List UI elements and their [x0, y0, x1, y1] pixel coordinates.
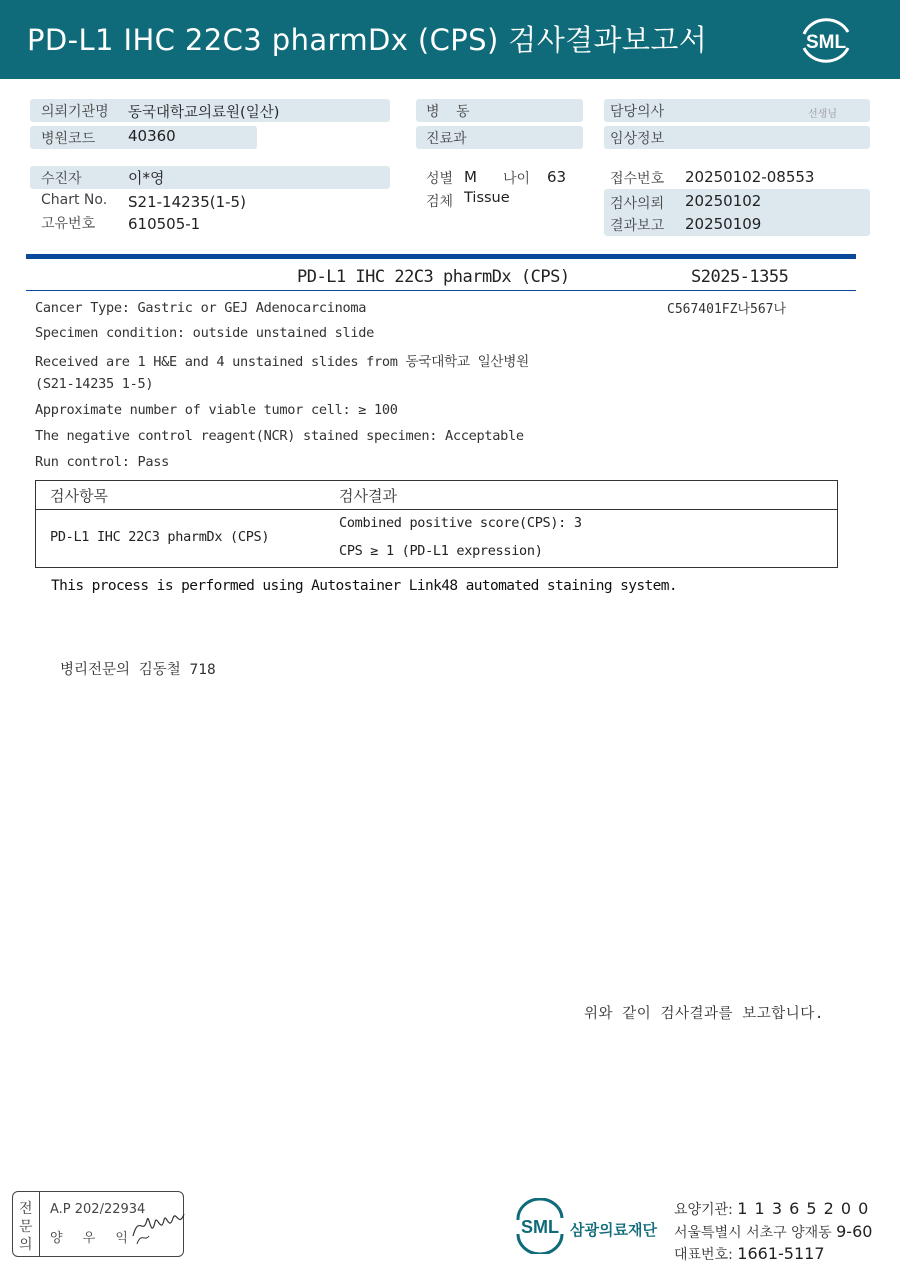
hospital-code-value: 40360	[128, 127, 176, 145]
institution-label: 의뢰기관명	[41, 104, 109, 120]
chart-label: Chart No.	[41, 192, 108, 208]
phone-value: 1661-5117	[737, 1244, 825, 1263]
stamp-name: 양 우 익	[50, 1231, 136, 1246]
col-header-item: 검사항목	[50, 487, 108, 505]
stamp-side-char-2: 문	[19, 1219, 33, 1235]
clinical-info-label: 임상정보	[610, 131, 665, 147]
address-text: 서울특별시 서초구 양재동	[674, 1225, 832, 1241]
institution-code-value: 1 1 3 6 5 2 0 0	[737, 1199, 870, 1218]
result-cps-interpretation: CPS ≥ 1 (PD-L1 expression)	[339, 543, 543, 559]
unique-value: 610505-1	[128, 215, 201, 233]
report-line-cancer-type: Cancer Type: Gastric or GEJ Adenocarcinoma	[35, 300, 367, 316]
handwritten-signature-icon	[129, 1206, 187, 1246]
doctor-label: 담당의사	[610, 104, 665, 120]
request-label: 검사의뢰	[610, 196, 665, 212]
receipt-value: 20250102-08553	[685, 168, 815, 186]
institution-value: 동국대학교의료원(일산)	[128, 105, 280, 121]
pathologist-signature: 병리전문의 김동철 718	[60, 662, 216, 678]
address-number: 9-60	[836, 1222, 873, 1241]
sml-logo-text: SML	[805, 32, 847, 53]
report-divider-thin	[26, 290, 856, 291]
result-cps-score: Combined positive score(CPS): 3	[339, 515, 582, 531]
report-title: PD-L1 IHC 22C3 pharmDx (CPS)	[297, 267, 570, 287]
unique-label: 고유번호	[41, 216, 96, 232]
result-table	[35, 480, 838, 568]
report-divider-thick	[26, 254, 856, 259]
stamp-side-char-1: 전	[19, 1201, 33, 1217]
col-header-result: 검사결과	[339, 487, 397, 505]
report-line-slide-ids: (S21-14235 1-5)	[35, 376, 154, 392]
report-header-title: PD-L1 IHC 22C3 pharmDx (CPS) 검사결과보고서	[27, 23, 708, 57]
result-item: PD-L1 IHC 22C3 pharmDx (CPS)	[50, 529, 270, 545]
process-note: This process is performed using Autostainer Link48 automated staining system.	[51, 578, 677, 594]
stamp-side-char-3: 의	[19, 1237, 33, 1253]
phone-line	[674, 1244, 825, 1264]
report-line-run-control: Run control: Pass	[35, 454, 170, 470]
report-line-tumor-cells: Approximate number of viable tumor cell: ≥ 100	[35, 402, 398, 418]
age-label: 나이	[503, 171, 531, 187]
report-code: C567401FZ나567나	[667, 302, 787, 317]
specialist-stamp	[12, 1191, 184, 1257]
report-date-label: 결과보고	[610, 218, 665, 234]
institution-code-label: 요양기관:	[674, 1202, 733, 1218]
report-date-value: 20250109	[685, 215, 762, 233]
specimen-value: Tissue	[464, 190, 510, 206]
sml-footer-logo-text: SML	[521, 1217, 559, 1237]
age-value: 63	[547, 168, 567, 186]
patient-label: 수진자	[41, 171, 82, 187]
result-table-header	[36, 481, 837, 510]
patient-value: 이*영	[128, 169, 165, 187]
ward-label: 병 동	[426, 104, 476, 120]
hospital-code-label: 병원코드	[41, 131, 96, 147]
report-line-received: Received are 1 H&E and 4 unstained slides from 동국대학교 일산병원	[35, 354, 529, 370]
sex-label: 성별	[426, 171, 454, 187]
closing-statement: 위와 같이 검사결과를 보고합니다.	[584, 1006, 825, 1022]
sml-logo-icon	[794, 10, 858, 68]
address-line	[674, 1222, 872, 1242]
specimen-label: 검체	[426, 194, 454, 210]
report-line-ncr: The negative control reagent(NCR) stained specimen: Acceptable	[35, 428, 524, 444]
request-value: 20250102	[685, 192, 762, 210]
sml-footer-logo-icon	[510, 1198, 570, 1254]
report-header	[0, 0, 900, 79]
department-label: 진료과	[426, 131, 467, 147]
phone-label: 대표번호:	[674, 1247, 733, 1263]
report-line-specimen-condition: Specimen condition: outside unstained slide	[35, 325, 375, 341]
sex-value: M	[464, 168, 477, 186]
patient-bar	[30, 166, 390, 189]
receipt-label: 접수번호	[610, 171, 665, 187]
report-number: S2025-1355	[691, 267, 789, 287]
chart-value: S21-14235(1-5)	[128, 193, 246, 211]
doctor-suffix: 선생님	[808, 109, 837, 120]
stamp-ap-number: A.P 202/22934	[50, 1202, 146, 1217]
institution-code-line	[674, 1199, 869, 1219]
stamp-side	[13, 1192, 40, 1256]
foundation-name: 삼광의료재단	[570, 1221, 657, 1239]
